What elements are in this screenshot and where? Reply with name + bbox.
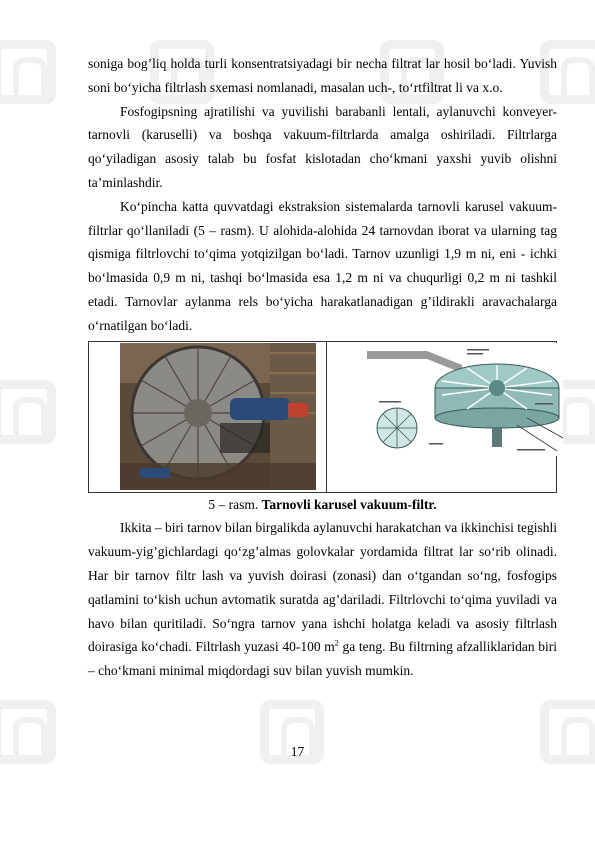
watermark-icon [0, 380, 56, 444]
figure-photo-cell [89, 342, 327, 492]
paragraph-text: Ikkita – biri tarnov bilan birgalikda aylanuvchi harakatchan va ikkinchisi tegishli vakuum-yig’gichlardagi qo‘zg’almas golovkalar yordamida filtrat lar so‘rib olinadi. Har bir tarnov filtr lash va yuvish doirasi (zonasi) dan o‘tgandan so‘ng, fosfogips qatlamini to‘kish uchun avtomatik suratda ag’dariladi. Filtrlovchi to‘qima yuviladi va havo bilan quritiladi. So‘ngra tarnov yana ishchi holatga keladi va asosiy filtrlash doirasiga ko‘chadi. Filtrlash yuzasi 40-100 m [88, 520, 557, 655]
figure-caption-title: Tarnovli karusel vakuum-filtr. [261, 496, 437, 512]
paragraph-text: ga teng. Bu filtrning afzalliklaridan biri – cho‘kmani minimal miqdordagi suv bilan yuvish mumkin. [88, 639, 558, 679]
figure-table [88, 341, 557, 493]
watermark-icon [0, 40, 56, 104]
paragraph: soniga bog’liq holda turli konsentratsiyadagi bir necha filtrat lar hosil bo‘ladi. Yuvish soni bo‘yicha filtrlash sxemasi nomlanadi, masalan uch-, to‘rtfiltrat li va x.o. [88, 56, 557, 95]
superscript: 2 [334, 638, 339, 648]
figure-diagram-cell [327, 342, 556, 492]
figure-caption-prefix: 5 – rasm. [208, 496, 262, 512]
paragraph: Ko‘pincha katta quvvatdagi ekstraksion sistemalarda tarnovli karusel vakuum-filtrlar qo‘llaniladi (5 – rasm). U alohida-alohida 24 tarnovdan iborat va ularning tag qismiga filtrlovchi to‘qima yotqizilgan bo‘ladi. Tarnov uzunligi 1,9 m ni, eni - ichki bo‘lmasida 0,9 m ni, tashqi bo‘lmasida esa 1,2 m ni va chuqurligi 0,2 m ni tashkil etadi. Tarnovlar aylanma rels bo‘yicha harakatlanadigan g’ildirakli aravachalarga o‘rnatilgan bo‘ladi. [88, 198, 557, 333]
carousel-filter-photo [120, 343, 316, 490]
page-body [88, 52, 557, 683]
carousel-filter-diagram [367, 343, 563, 456]
paragraph [88, 516, 557, 683]
figure-caption [88, 493, 557, 517]
paragraph: Fosfogipsning ajratilishi va yuvilishi barabanli lentali, aylanuvchi konveyer-tarnovli (karuselli) va boshqa vakuum-filtrlarda amalga oshiriladi. Filtrlarga qo‘yiladigan asosiy talab bu fosfat kislotadan cho‘kmani yaxshi yuvib olishni ta’minlashdir. [88, 103, 557, 190]
page-number: 17 [290, 744, 305, 759]
